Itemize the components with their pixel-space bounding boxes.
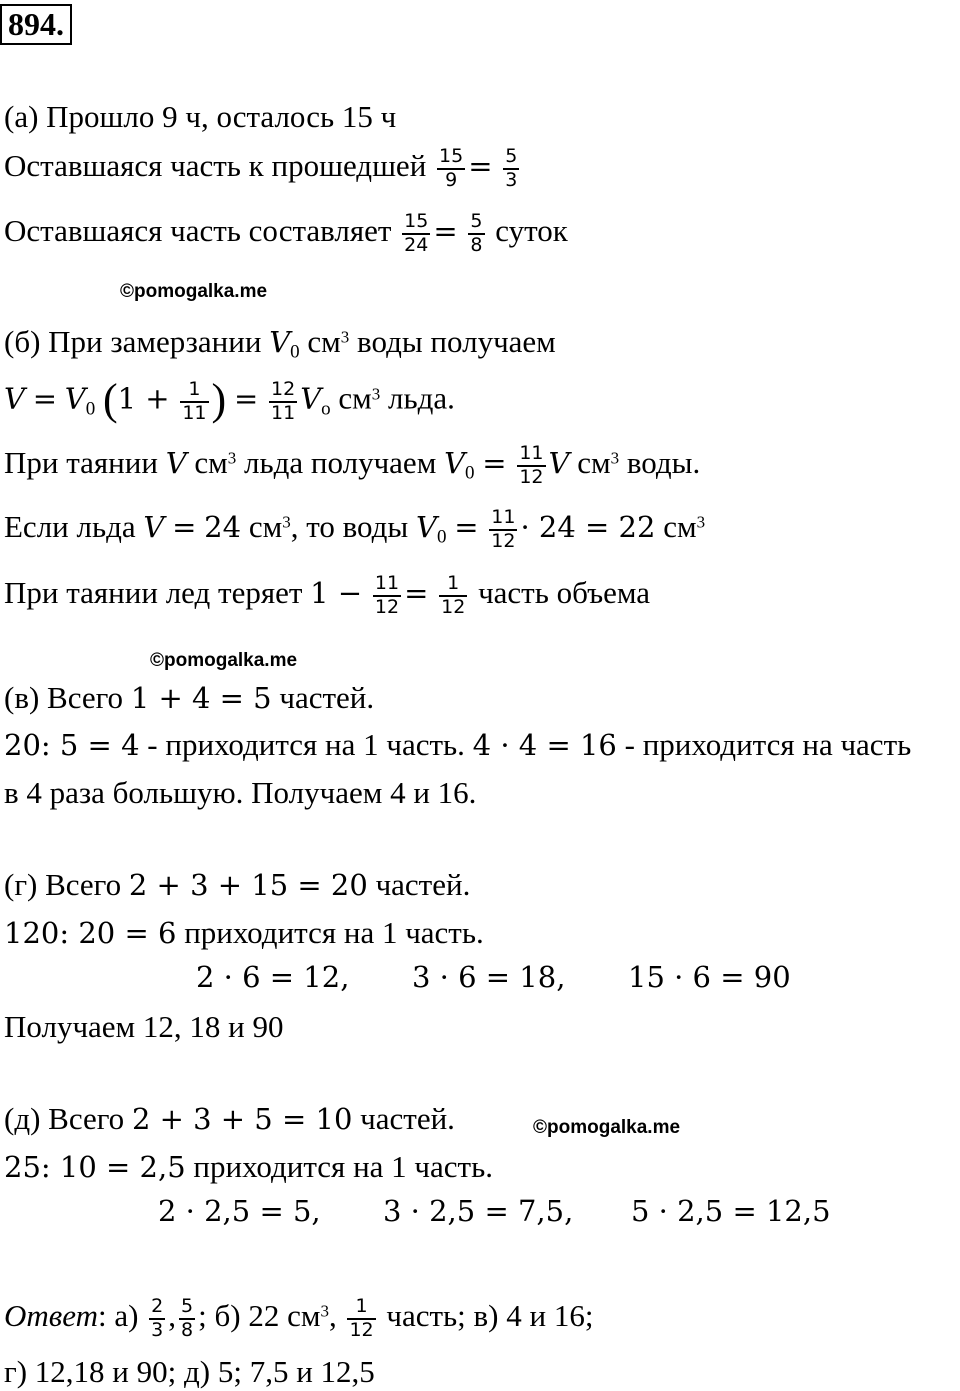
problem-number: 894. — [0, 4, 72, 45]
a-line-2 — [4, 146, 522, 192]
v-line-1: (в) Всего 1 + 4 = 5 частей. — [4, 680, 375, 715]
answer-fraction-2-3: $\frac{2}{3}$ — [151, 1295, 164, 1341]
a-line-1: (а) Прошло 9 ч, осталось 15 ч — [4, 99, 397, 134]
fraction-15-9: $\frac{15}{9}$ — [439, 145, 464, 191]
b-line-2: $V = V_0$ (1 + $\frac{1}{11}$ ) = $\frac{12}{11}$ $V_o$ $см^3$ льда. — [4, 375, 455, 424]
fraction-5-3: $\frac{5}{3}$ — [505, 145, 518, 191]
fraction-11-12c: $\frac{11}{12}$ — [374, 572, 400, 618]
watermark-3: ©pomogalka.me — [533, 1117, 681, 1138]
answer-fraction-1-12: $\frac{1}{12}$ — [349, 1295, 374, 1341]
a-line-3-text: Оставшаяся часть составляет — [4, 212, 392, 248]
equals-sign: = — [468, 148, 493, 183]
g-line-1: (г) Всего 2 + 3 + 15 = 20 частей. — [4, 867, 471, 902]
g-calc-2: 3 · 6 = 18, — [412, 960, 566, 994]
d-calc-3: 5 · 2,5 = 12,5 — [631, 1194, 831, 1228]
answer-line-1: Ответ: а) $\frac{2}{3}$ , $\frac{5}{8}$ ; б) 22 $см^3$, $\frac{1}{12}$ часть; в) 4 и 16; — [4, 1295, 594, 1341]
a-line-2-text: Оставшаяся часть к прошедшей — [4, 147, 427, 183]
fraction-5-8: $\frac{5}{8}$ — [470, 210, 483, 256]
b-line-4: Если льда V = 24 $см^3$, то воды $V_0$ = $\frac{11}{12}$ · 24 = 22 $см^3$ — [4, 506, 706, 552]
b-line-5: При таянии лед теряет 1 − $\frac{11}{12}$ = $\frac{1}{12}$ часть объема — [4, 572, 651, 618]
d-line-2: 25: 10 = 2,5 приходится на 1 часть. — [4, 1149, 493, 1184]
b-line-3: При таянии V $см^3$ льда получаем $V_0$ = $\frac{11}{12}$ V $см^3$ воды. — [4, 442, 701, 488]
d-calc-1: 2 · 2,5 = 5, — [158, 1194, 321, 1228]
g-calc-3: 15 · 6 = 90 — [628, 960, 791, 994]
watermark-1: ©pomogalka.me — [120, 281, 268, 302]
fraction-15-24: $\frac{15}{24}$ — [404, 210, 429, 256]
g-calc-1: 2 · 6 = 12, — [196, 960, 350, 994]
v-line-2: 20: 5 = 4 - приходится на 1 часть. 4 · 4 = 16 - приходится на часть — [4, 727, 912, 762]
equals-sign: = — [433, 213, 458, 248]
d-calc-2: 3 · 2,5 = 7,5, — [383, 1194, 574, 1228]
d-line-1: (д) Всего 2 + 3 + 5 = 10 частей. — [4, 1101, 455, 1136]
watermark-2: ©pomogalka.me — [150, 650, 298, 671]
answer-label: Ответ — [4, 1297, 98, 1333]
g-line-2: 120: 20 = 6 приходится на 1 часть. — [4, 915, 484, 950]
a-line-3 — [4, 211, 568, 257]
a-line-3-tail: суток — [495, 212, 568, 248]
b-line-1: (б) При замерзании $V_0$ $см^3$ воды получаем — [4, 324, 556, 363]
fraction-12-11: $\frac{12}{11}$ — [271, 377, 296, 424]
v-line-3: в 4 раза большую. Получаем 4 и 16. — [4, 775, 477, 810]
fraction-1-11: $\frac{1}{11}$ — [182, 377, 207, 424]
fraction-11-12: $\frac{11}{12}$ — [519, 442, 544, 488]
answer-fraction-5-8: $\frac{5}{8}$ — [181, 1295, 194, 1341]
fraction-11-12b: $\frac{11}{12}$ — [491, 506, 516, 552]
answer-line-2: г) 12,18 и 90; д) 5; 7,5 и 12,5 — [4, 1354, 375, 1389]
g-line-4: Получаем 12, 18 и 90 — [4, 1009, 284, 1044]
fraction-1-12: $\frac{1}{12}$ — [441, 572, 466, 618]
